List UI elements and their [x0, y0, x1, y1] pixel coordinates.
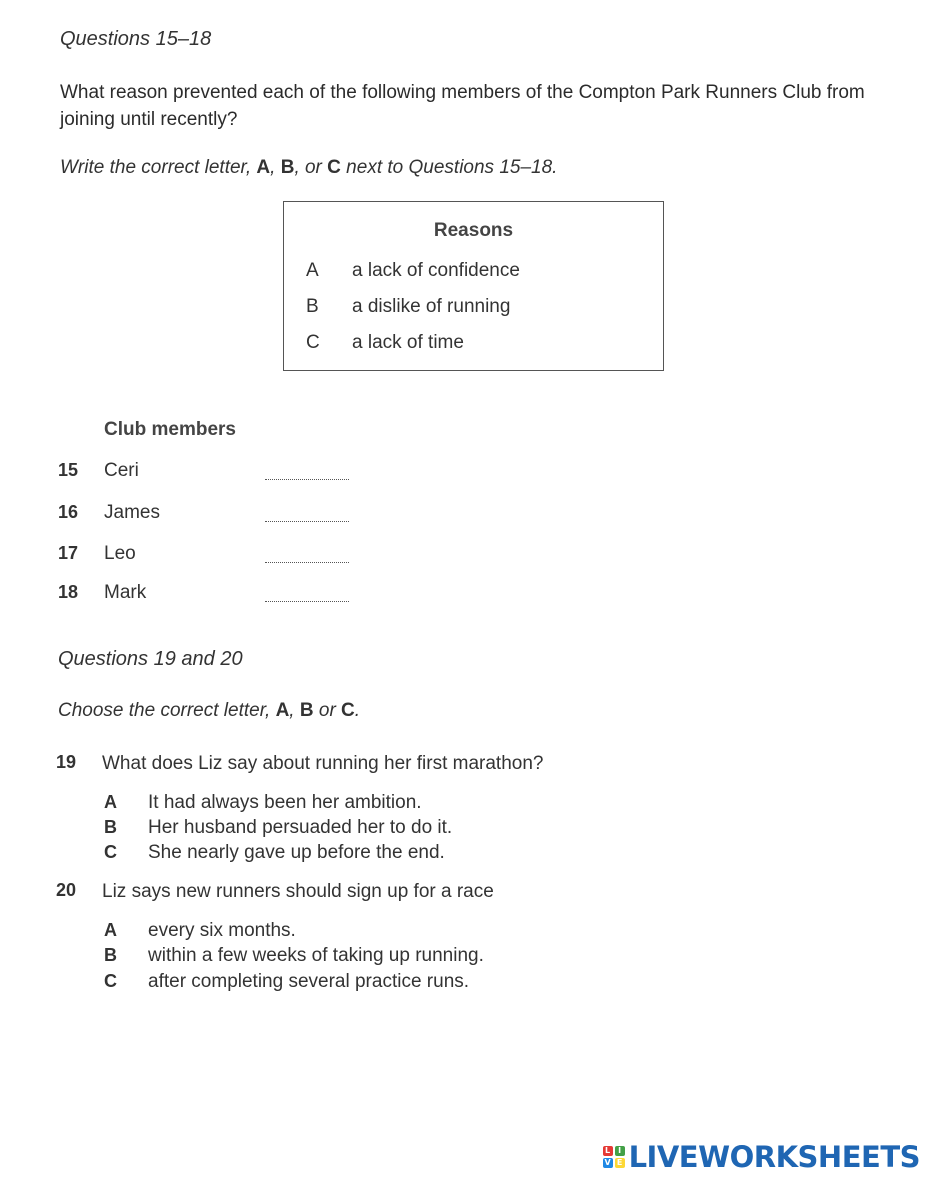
club-members-heading: Club members	[104, 419, 236, 440]
member-number: 18	[58, 582, 79, 602]
member-name: Mark	[104, 582, 147, 603]
liveworksheets-logo	[603, 1140, 920, 1174]
reason-item	[306, 332, 464, 354]
option-text[interactable]: It had always been her ambition.	[148, 792, 422, 813]
reasons-box	[283, 201, 664, 371]
instruction-19-20: Choose the correct letter, A, B or C.	[58, 700, 361, 721]
answer-blank-18[interactable]	[265, 600, 349, 602]
option-letter-a[interactable]: A	[104, 920, 117, 940]
member-number: 17	[58, 543, 79, 563]
question-text: Liz says new runners should sign up for a race	[102, 881, 494, 902]
answer-blank-17[interactable]	[265, 561, 349, 563]
reason-item	[306, 260, 520, 282]
reason-item	[306, 296, 510, 318]
reason-letter: B	[306, 296, 319, 317]
question-prompt: What reason prevented each of the following members of the Compton Park Runners Club from joining until recently?	[60, 82, 865, 130]
option-text[interactable]: She nearly gave up before the end.	[148, 842, 445, 863]
member-name: James	[104, 502, 160, 523]
member-number: 15	[58, 460, 79, 480]
option-text[interactable]: after completing several practice runs.	[148, 971, 470, 992]
member-name: Ceri	[104, 460, 139, 481]
section-heading-15-18: Questions 15–18	[60, 28, 212, 50]
member-name: Leo	[104, 543, 136, 564]
question-number: 19	[56, 752, 77, 772]
liveworksheets-logo-text: LIVEWORKSHEETS	[628, 1140, 920, 1174]
reason-letter: A	[306, 260, 319, 281]
option-text[interactable]: Her husband persuaded her to do it.	[148, 817, 453, 838]
option-letter-a[interactable]: A	[104, 792, 117, 812]
question-text: What does Liz say about running her first marathon?	[102, 753, 544, 774]
reason-letter: C	[306, 332, 320, 353]
answer-blank-15[interactable]	[265, 478, 349, 480]
section-heading-19-20: Questions 19 and 20	[58, 648, 243, 670]
option-letter-c[interactable]: C	[104, 842, 117, 862]
option-letter-b[interactable]: B	[104, 817, 117, 837]
option-letter-b[interactable]: B	[104, 945, 117, 965]
instruction-15-18: Write the correct letter, A, B, or C next to Questions 15–18.	[60, 157, 558, 178]
reason-text: a lack of confidence	[352, 260, 520, 281]
reason-text: a lack of time	[352, 332, 464, 353]
liveworksheets-logo-icon: L I V E	[603, 1146, 625, 1168]
answer-blank-16[interactable]	[265, 520, 349, 522]
member-number: 16	[58, 502, 79, 522]
option-text[interactable]: every six months.	[148, 920, 296, 941]
option-text[interactable]: within a few weeks of taking up running.	[148, 945, 484, 966]
reasons-title: Reasons	[433, 220, 514, 241]
option-letter-c[interactable]: C	[104, 971, 117, 991]
reason-text: a dislike of running	[352, 296, 511, 317]
question-number: 20	[56, 880, 77, 900]
